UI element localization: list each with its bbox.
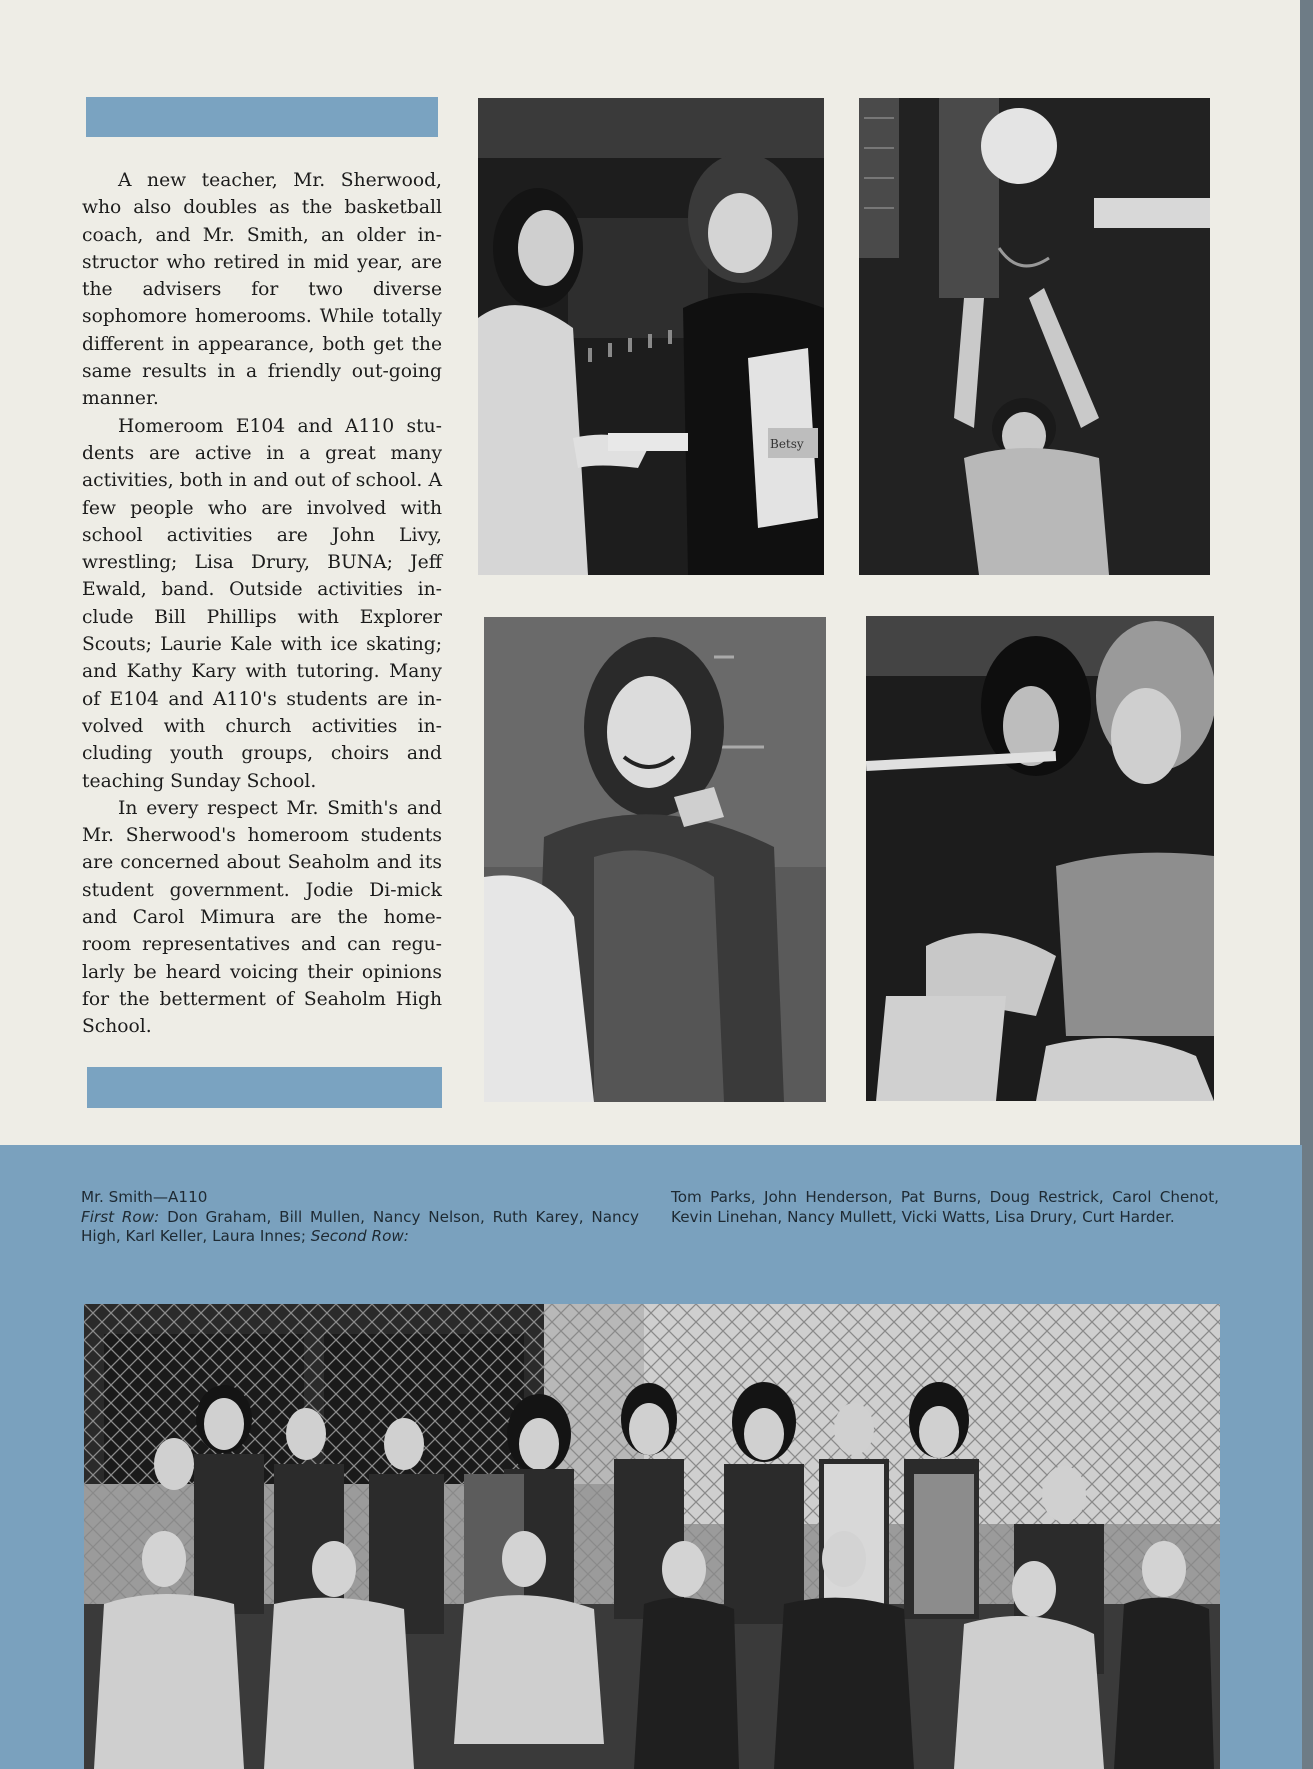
caption-second-row-names: Tom Parks, John Henderson, Pat Burns, Doug Restrick, Carol Chenot, Kevin Linehan, Nancy Mullett, Vicki Watts, Lisa Drury, Curt Harder. bbox=[671, 1188, 1219, 1226]
photo-girl-with-cape bbox=[484, 617, 826, 1102]
photo-homeroom-group bbox=[84, 1304, 1220, 1769]
article-paragraph-1: A new teacher, Mr. Sherwood, who also doubles as the basketball coach, and Mr. Smith, an older in-structor who retired in mid year, are the advisers for two diverse sophomore homerooms. While totally different in appearance, both get the same results in a friendly out-going manner. bbox=[82, 170, 442, 410]
caption-first-row-names: Don Graham, Bill Mullen, Nancy Nelson, Ruth Karey, Nancy High, Karl Keller, Laura Innes; bbox=[81, 1207, 640, 1245]
caption-first-row-label: First Row: bbox=[81, 1207, 160, 1226]
decorative-bar-bottom bbox=[87, 1067, 442, 1108]
photo-flute-players bbox=[866, 616, 1214, 1101]
photo-volleyball-player bbox=[859, 98, 1210, 575]
caption-homeroom: Mr. Smith—A110 bbox=[81, 1188, 208, 1206]
caption-second-row-label: Second Row: bbox=[310, 1227, 409, 1245]
photo-students-at-lockers bbox=[478, 98, 824, 575]
caption-column-left bbox=[81, 1188, 639, 1247]
article-paragraph-3: In every respect Mr. Smith's and Mr. Sherwood's homeroom students are concerned about Seaholm and its student government. Jodie Di-mick and Carol Mimura are the home-room representatives and can regu-larly be heard voicing their opinions for the betterment of Seaholm High School. bbox=[82, 797, 442, 1038]
caption-column-right bbox=[671, 1188, 1219, 1227]
decorative-bar-top bbox=[86, 97, 438, 137]
photo-sign-text: Betsy bbox=[770, 437, 804, 451]
article-body bbox=[82, 167, 442, 1041]
article-paragraph-2: Homeroom E104 and A110 stu-dents are active in a great many activities, both in and out of school. A few people who are involved with school activities are John Livy, wrestling; Lisa Drury, BUNA; Jeff Ewald, band. Outside activities in-clude Bill Phillips with Explorer Scouts; Laurie Kale with ice skating; and Kathy Kary with tutoring. Many of E104 and A110's students are in-volved with church activities in-cluding youth groups, choirs and teaching Sunday School. bbox=[82, 415, 442, 792]
